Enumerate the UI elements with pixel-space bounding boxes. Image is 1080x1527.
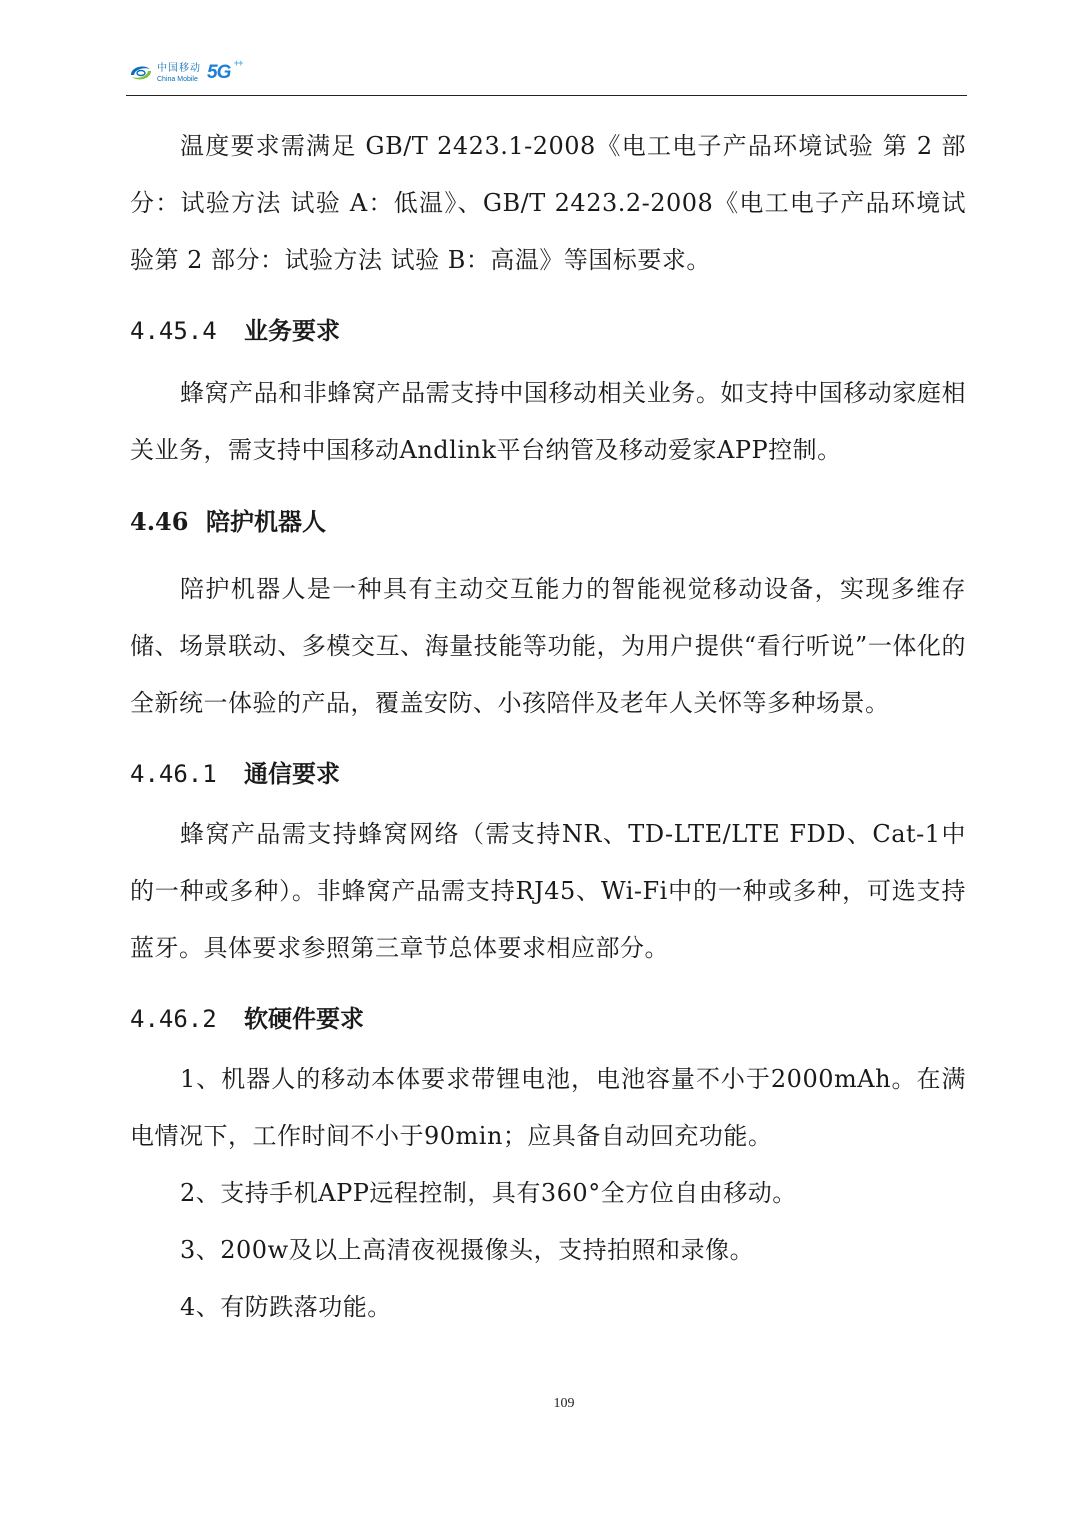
logo-5g-mark: 5G ++ xyxy=(207,58,243,83)
logo-chinese-text: 中国移动 xyxy=(157,62,201,74)
list-item-app-control: 2、支持手机APP远程控制，具有360°全方位自由移动。 xyxy=(180,1179,797,1207)
china-mobile-icon xyxy=(128,62,154,84)
paragraph-robot-intro: 陪护机器人是一种具有主动交互能力的智能视觉移动设备，实现多维存储、场景联动、多模交互、海量技能等功能，为用户提供“看行听说”一体化的全新统一体验的产品，覆盖安防、小孩陪伴及老年人关怀等多种场景。 xyxy=(130,575,966,717)
paragraph-communication: 蜂窝产品需支持蜂窝网络（需支持NR、TD-LTE/LTE FDD、Cat-1中的一种或多种）。非蜂窝产品需支持RJ45、Wi-Fi中的一种或多种，可选支持蓝牙。具体要求参照第三章节总体要求相应部分。 xyxy=(130,820,966,962)
heading-4-46-1 xyxy=(130,759,966,788)
heading-number: 4.46.1 xyxy=(130,760,217,788)
header-divider xyxy=(126,95,967,96)
paragraph-business: 蜂窝产品和非蜂窝产品需支持中国移动相关业务。如支持中国移动家庭相关业务，需支持中国移动Andlink平台纳管及移动爱家APP控制。 xyxy=(130,379,966,464)
heading-number: 4.45.4 xyxy=(130,317,217,345)
heading-title: 通信要求 xyxy=(244,759,340,788)
list-item-battery: 1、机器人的移动本体要求带锂电池，电池容量不小于2000mAh。在满电情况下，工作时间不小于90min；应具备自动回充功能。 xyxy=(130,1065,966,1150)
logo-5g-plus: ++ xyxy=(233,58,243,68)
heading-number: 4.46 xyxy=(130,507,189,536)
heading-4-46-2 xyxy=(130,1004,966,1033)
list-item-anti-fall: 4、有防跌落功能。 xyxy=(180,1293,392,1321)
china-mobile-logo xyxy=(128,58,243,84)
paragraph-temperature: 温度要求需满足 GB/T 2423.1-2008《电工电子产品环境试验 第 2 部分：试验方法 试验 A：低温》、GB/T 2423.2-2008《电工电子产品环境试验第 2 部分：试验方法 试验 B：高温》等国标要求。 xyxy=(130,132,966,274)
heading-title: 软硬件要求 xyxy=(244,1004,364,1033)
heading-title: 陪护机器人 xyxy=(206,507,326,536)
heading-title: 业务要求 xyxy=(244,316,340,345)
document-body xyxy=(130,118,966,1336)
page-header xyxy=(126,58,966,96)
heading-4-45-4 xyxy=(130,316,966,345)
heading-number: 4.46.2 xyxy=(130,1005,217,1033)
page-number: 109 xyxy=(553,1396,575,1411)
logo-english-text: China Mobile xyxy=(157,75,198,83)
heading-4-46 xyxy=(130,507,966,536)
list-item-camera: 3、200w及以上高清夜视摄像头，支持拍照和录像。 xyxy=(180,1236,755,1264)
